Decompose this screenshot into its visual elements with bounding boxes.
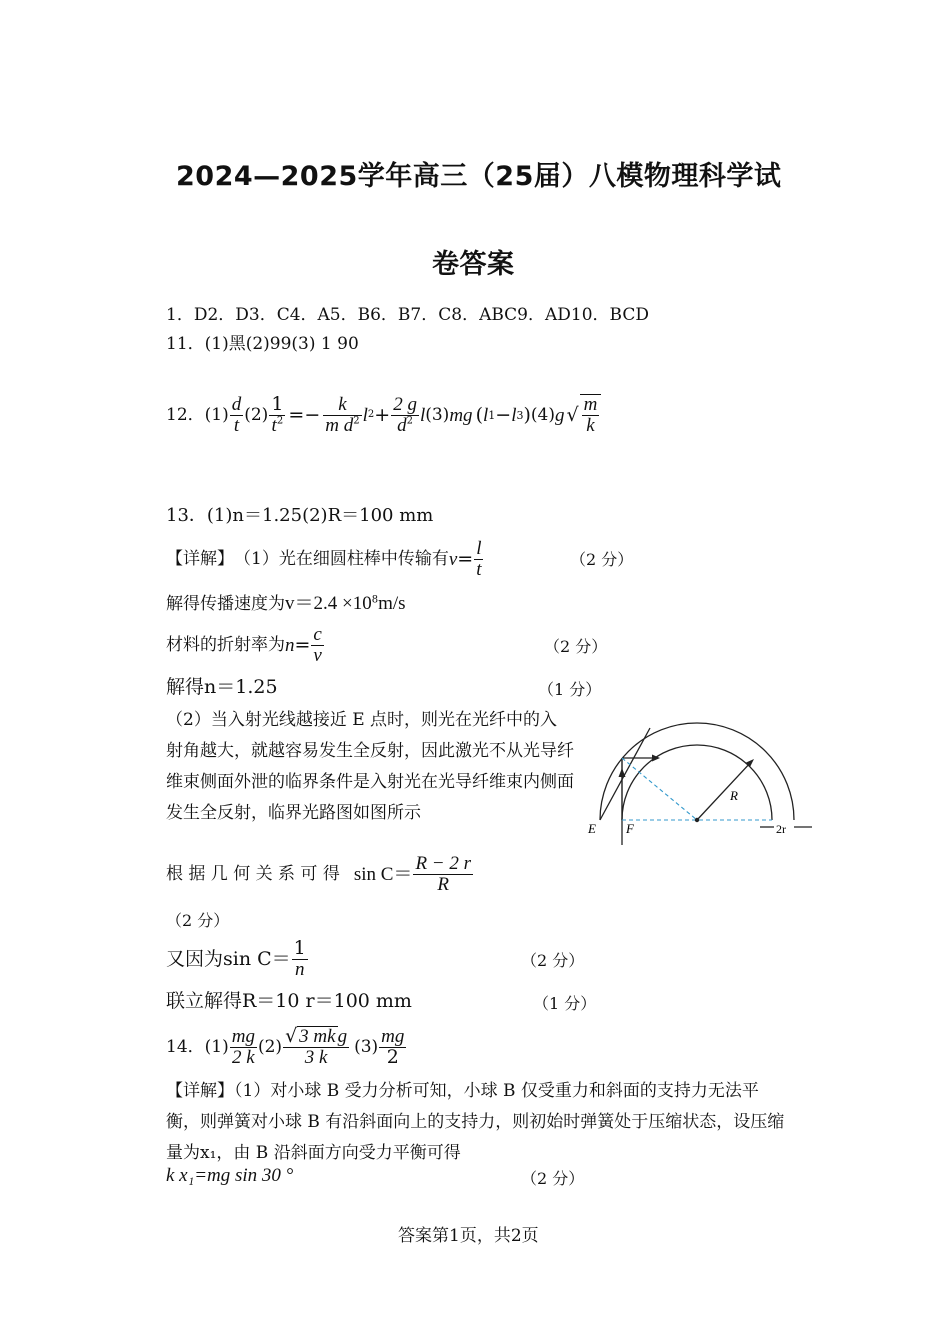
- arrow-head-radius: [745, 759, 754, 767]
- tangent-line: [600, 728, 650, 820]
- q13-line-3: 材料的折射率为 n = $\frac{c}{v}$: [166, 623, 322, 666]
- outer-arc: [600, 723, 794, 820]
- q13-line-5: 又因为sin C＝ $\frac{1}{n}$: [166, 936, 306, 980]
- q13-line-6: 联立解得R＝10 r＝100 mm: [166, 990, 412, 1012]
- q12-number: 12．: [166, 404, 205, 425]
- answer-13-header: 13．(1)n＝1.25(2)R＝100 mm: [166, 505, 434, 526]
- q14-detail: 【详解】（1）对小球 B 受力分析可知，小球 B 仅受重力和斜面的支持力无法平衡，则弹簧对小球 B 有沿斜面向上的支持力，则初始时弹簧处于压缩状态，设压缩量为x₁，由 B 沿斜面方向受力平衡可得: [166, 1081, 785, 1163]
- score-3: （1 分）: [538, 680, 602, 699]
- normal-line: [622, 758, 697, 820]
- answer-14: 14． (1) $\frac{mg}{2 k}$ (2) $\frac{\text{√ 3 mk g}}{3 k}$ (3) $\frac{mg}{2}$: [166, 1025, 405, 1068]
- arrow-head-up: [619, 768, 626, 777]
- fraction-2g-over-d2: $\frac{2 g}{d^2}$: [393, 393, 417, 436]
- score-1: （2 分）: [570, 550, 634, 569]
- q12-part-3: (3): [425, 404, 450, 425]
- sqrt-m-over-k: $\frac{m}{k}$: [580, 394, 602, 436]
- label-F: F: [626, 821, 634, 836]
- q14-equation: k x₁=mg sin 30 °: [166, 1165, 294, 1186]
- score-5: （2 分）: [521, 951, 585, 970]
- q12-part-1: (1): [204, 404, 229, 425]
- score-6: （1 分）: [533, 994, 597, 1013]
- q13-line-1: 【详解】 （1）光在细圆柱棒中传输有 v = $\frac{l}{t}$: [166, 537, 482, 580]
- label-E: E: [588, 821, 596, 836]
- answers-1-10: 1．D2．D3．C4．A5．B6．B7．C8．ABC9．AD10．BCD: [166, 305, 649, 325]
- score-q14: （2 分）: [521, 1169, 585, 1188]
- q13-line-4: 解得n＝1.25: [166, 676, 278, 698]
- fraction-d-over-t: $\frac{d}{t}$: [231, 393, 242, 436]
- answers-11: 11．(1)黑(2)99(3) 1 90: [166, 334, 359, 354]
- q13-geometry-line: 根 据 几 何 关 系 可 得 sin C＝ $\frac{R - 2 r}{R}$: [166, 852, 472, 895]
- title-line-2: 卷答案: [432, 249, 515, 280]
- q12-part-2: (2): [244, 404, 269, 425]
- q13-line-2: 解得传播速度为$v=2.4 \times 10^8m/s$: [166, 593, 406, 614]
- fraction-k-over-md2: $\frac{k}{m d^2}$: [325, 393, 360, 436]
- q12-part-4: (4): [530, 404, 555, 425]
- label-R: R: [730, 788, 738, 803]
- center-point: [695, 818, 699, 822]
- radius-line: [697, 761, 752, 820]
- inner-arc: [622, 745, 772, 820]
- title-line-1: 2024—2025学年高三（25届）八模物理科学试: [176, 161, 782, 192]
- q13-paragraph-2: （2）当入射光线越接近 E 点时，则光在光纤中的入射角越大，就越容易发生全反射，因此激光不从光导纤维束侧面外泄的临界条件是入射光在光导纤维束内侧面发生全反射，临界光路图如图所示: [166, 710, 574, 823]
- score-4: （2 分）: [166, 911, 230, 930]
- fraction-1-over-t2: $\frac{1}{t^2}$: [271, 392, 284, 436]
- label-2r: 2r: [776, 822, 786, 836]
- optical-fiber-figure: [580, 720, 820, 870]
- score-2: （2 分）: [544, 637, 608, 656]
- page-footer: 答案第1页，共2页: [398, 1226, 539, 1246]
- answer-12: 12． (1) $\frac{d}{t}$ (2) $\frac{1}{t^2}$ =− $\frac{k}{m d^2}$ l 2 + $\frac{2 g}{d^2}$ l (3) mg ( l 1 − l 3 ) (4) g √ $\frac{m}{k}$: [166, 388, 602, 442]
